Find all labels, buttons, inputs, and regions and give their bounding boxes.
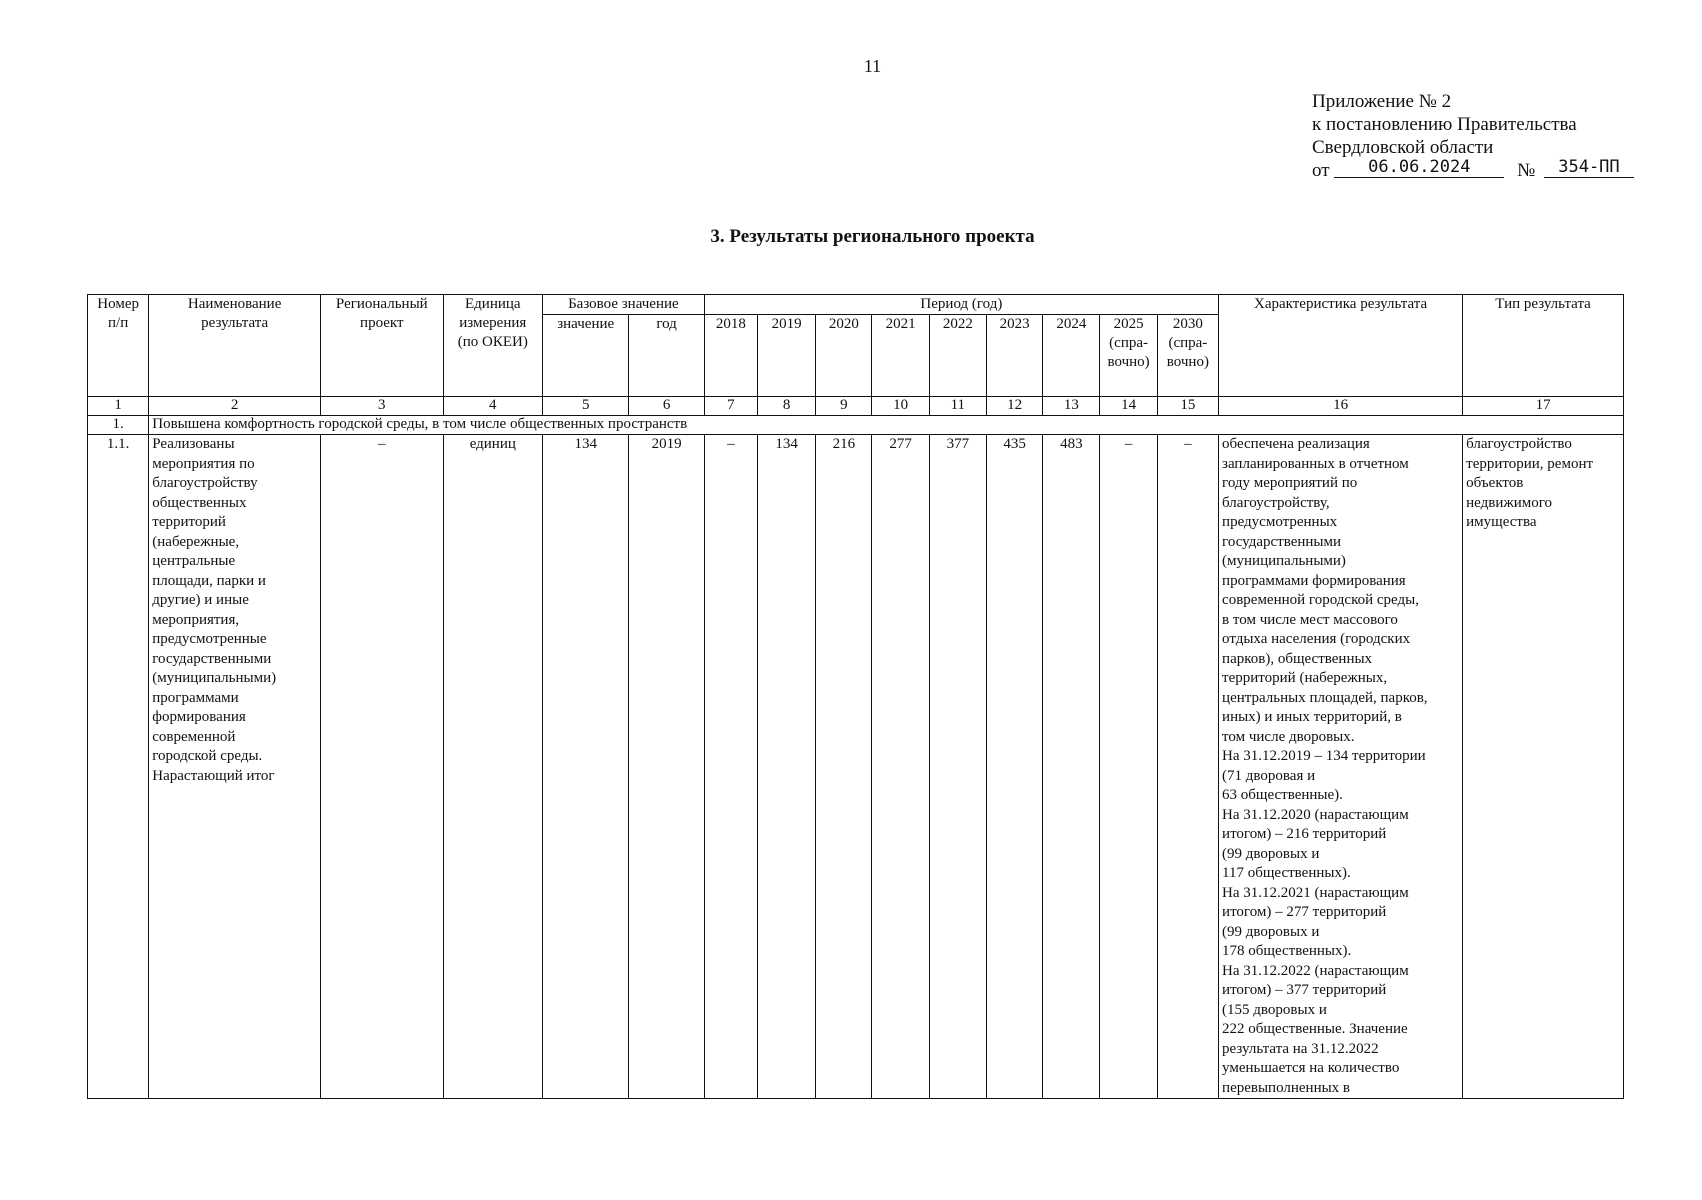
- value-2018: –: [704, 435, 757, 1099]
- header-name: Наименование результата: [149, 295, 321, 397]
- table-row: [88, 435, 1624, 1099]
- page-number: 11: [863, 56, 882, 76]
- unit: единиц: [443, 435, 542, 1099]
- section-title: 3. Результаты регионального проекта: [710, 226, 1035, 247]
- value-2022: 377: [929, 435, 986, 1099]
- column-number: 4: [443, 397, 542, 416]
- header-base-year: год: [629, 315, 704, 397]
- column-number: 13: [1043, 397, 1100, 416]
- column-number: 14: [1100, 397, 1157, 416]
- header-base-value: значение: [543, 315, 629, 397]
- section-number: 1.: [88, 416, 149, 435]
- header-num: Номер п/п: [88, 295, 149, 397]
- header-year-2018: 2018: [704, 315, 757, 397]
- header-unit: Единица измерения (по ОКЕИ): [443, 295, 542, 397]
- header-year-2020: 2020: [816, 315, 872, 397]
- appendix-line-2: к постановлению Правительства: [1312, 114, 1577, 135]
- header-year-2023: 2023: [986, 315, 1042, 397]
- result-name: Реализованы мероприятия по благоустройству общественных территорий (набережные, центральные площади, парки и другие) и иные мероприятия, предусмотренные государственными (муниципальными) программами формирования современной городской среды. Нарастающий итог: [149, 435, 321, 1099]
- value-2023: 435: [986, 435, 1042, 1099]
- resolution-number: 354-ПП: [1544, 158, 1634, 178]
- header-period: Период (год): [704, 295, 1218, 315]
- value-2024: 483: [1043, 435, 1100, 1099]
- column-number: 15: [1157, 397, 1218, 416]
- column-number: 6: [629, 397, 704, 416]
- value-2020: 216: [816, 435, 872, 1099]
- header-base: Базовое значение: [543, 295, 705, 315]
- section-text: Повышена комфортность городской среды, в том числе общественных пространств: [149, 416, 1624, 435]
- regional-project: –: [321, 435, 444, 1099]
- header-year-2024: 2024: [1043, 315, 1100, 397]
- column-number: 10: [872, 397, 929, 416]
- column-number: 16: [1219, 397, 1463, 416]
- result-characteristic: обеспечена реализация запланированных в отчетном году мероприятий по благоустройству, предусмотренных государственными (муниципальными) программами формирования современной городской среды, в том числе мест массового отдыха населения (городских парков), общественных территорий (набережных, центральных площадей, парков, иных) и иных территорий, в том числе дворовых. На 31.12.2019 – 134 территории (71 дворовая и 63 общественные). На 31.12.2020 (нарастающим итогом) – 216 территорий (99 дворовых и 117 общественных). На 31.12.2021 (нарастающим итогом) – 277 территорий (99 дворовых и 178 общественных). На 31.12.2022 (нарастающим итогом) – 377 территорий (155 дворовых и 222 общественные. Значение результата на 31.12.2022 уменьшается на количество перевыполненных в: [1219, 435, 1463, 1099]
- header-year-2022: 2022: [929, 315, 986, 397]
- column-number: 11: [929, 397, 986, 416]
- header-characteristic: Характеристика результата: [1219, 295, 1463, 397]
- header-year-2021: 2021: [872, 315, 929, 397]
- row-number: 1.1.: [88, 435, 149, 1099]
- column-number: 1: [88, 397, 149, 416]
- column-number: 8: [757, 397, 815, 416]
- column-number: 17: [1463, 397, 1624, 416]
- value-2019: 134: [757, 435, 815, 1099]
- header-year-2025: 2025 (спра- вочно): [1100, 315, 1157, 397]
- section-row: [88, 416, 1624, 435]
- value-2021: 277: [872, 435, 929, 1099]
- appendix-line-1: Приложение № 2: [1312, 91, 1452, 112]
- header-year-2030: 2030 (спра- вочно): [1157, 315, 1218, 397]
- column-number: 12: [986, 397, 1042, 416]
- header-year-2019: 2019: [757, 315, 815, 397]
- header-row-1: [88, 295, 1624, 315]
- result-type: благоустройство территории, ремонт объектов недвижимого имущества: [1463, 435, 1624, 1099]
- number-label: №: [1517, 160, 1536, 181]
- appendix-stamp: [1312, 90, 1634, 182]
- from-label: от: [1312, 160, 1330, 181]
- results-table: [87, 294, 1624, 1099]
- resolution-date: 06.06.2024: [1334, 158, 1504, 178]
- column-number: 3: [321, 397, 444, 416]
- column-number: 9: [816, 397, 872, 416]
- header-project: Региональный проект: [321, 295, 444, 397]
- appendix-date-line: [1312, 159, 1634, 182]
- column-number-row: [88, 397, 1624, 416]
- header-type: Тип результата: [1463, 295, 1624, 397]
- value-2030: –: [1157, 435, 1218, 1099]
- base-value: 134: [543, 435, 629, 1099]
- value-2025: –: [1100, 435, 1157, 1099]
- column-number: 2: [149, 397, 321, 416]
- column-number: 7: [704, 397, 757, 416]
- appendix-line-3: Свердловской области: [1312, 137, 1494, 158]
- base-year: 2019: [629, 435, 704, 1099]
- column-number: 5: [543, 397, 629, 416]
